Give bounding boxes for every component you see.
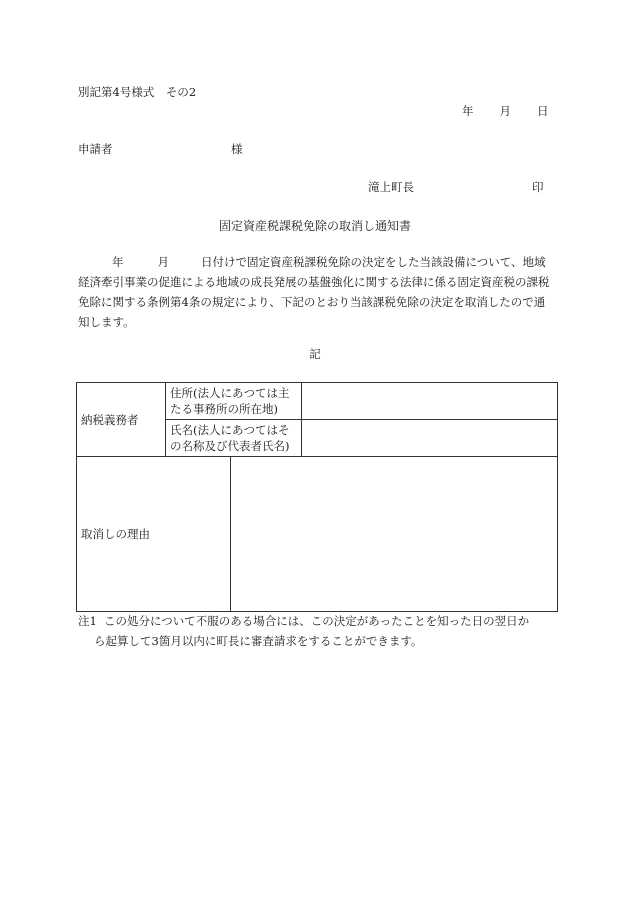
notice-body <box>78 252 556 332</box>
name-value[interactable] <box>302 420 558 457</box>
document-title: 固定資産税課税免除の取消し通知書 <box>218 219 411 233</box>
applicant-label: 申請者 <box>78 142 113 156</box>
reason-row <box>77 457 558 612</box>
note-line-1 <box>78 614 529 628</box>
body-text: 日付けで固定資産税課税免除の決定をした当該設備について、地域経済牽引事業の促進による地域の成長発展の基盤強化に関する法律に係る固定資産税の課税免除に関する条例第4条の規定により、下記のとおり当該課税免除の決定を取消したので通知します。 <box>78 255 550 329</box>
details-table <box>76 382 558 612</box>
note-text-1: この処分について不服のある場合には、この決定があったことを知った日の翌日か <box>104 614 530 628</box>
date-line <box>462 104 549 118</box>
taxpayer-label: 納税義務者 <box>77 383 166 457</box>
reason-label: 取消しの理由 <box>77 457 231 612</box>
date-day: 日 <box>537 104 549 118</box>
body-year: 年 <box>112 255 124 269</box>
note-number: 注1 <box>78 614 97 628</box>
date-month: 月 <box>499 104 511 118</box>
note-line-2: ら起算して3箇月以内に町長に審査請求をすることができます。 <box>94 634 423 648</box>
issuer-title: 滝上町長 <box>368 180 414 194</box>
reason-value[interactable] <box>231 457 558 612</box>
address-label: 住所(法人にあつては主たる事務所の所在地) <box>166 383 302 420</box>
name-label: 氏名(法人にあつてはその名称及び代表者氏名) <box>166 420 302 457</box>
ki-heading: 記 <box>309 347 321 361</box>
seal-mark: 印 <box>532 180 544 194</box>
body-month: 月 <box>157 255 169 269</box>
date-year: 年 <box>462 104 474 118</box>
address-value[interactable] <box>302 383 558 420</box>
form-number: 別記第4号様式 その2 <box>78 85 197 99</box>
address-row <box>77 383 558 420</box>
applicant-honorific: 様 <box>231 142 243 156</box>
